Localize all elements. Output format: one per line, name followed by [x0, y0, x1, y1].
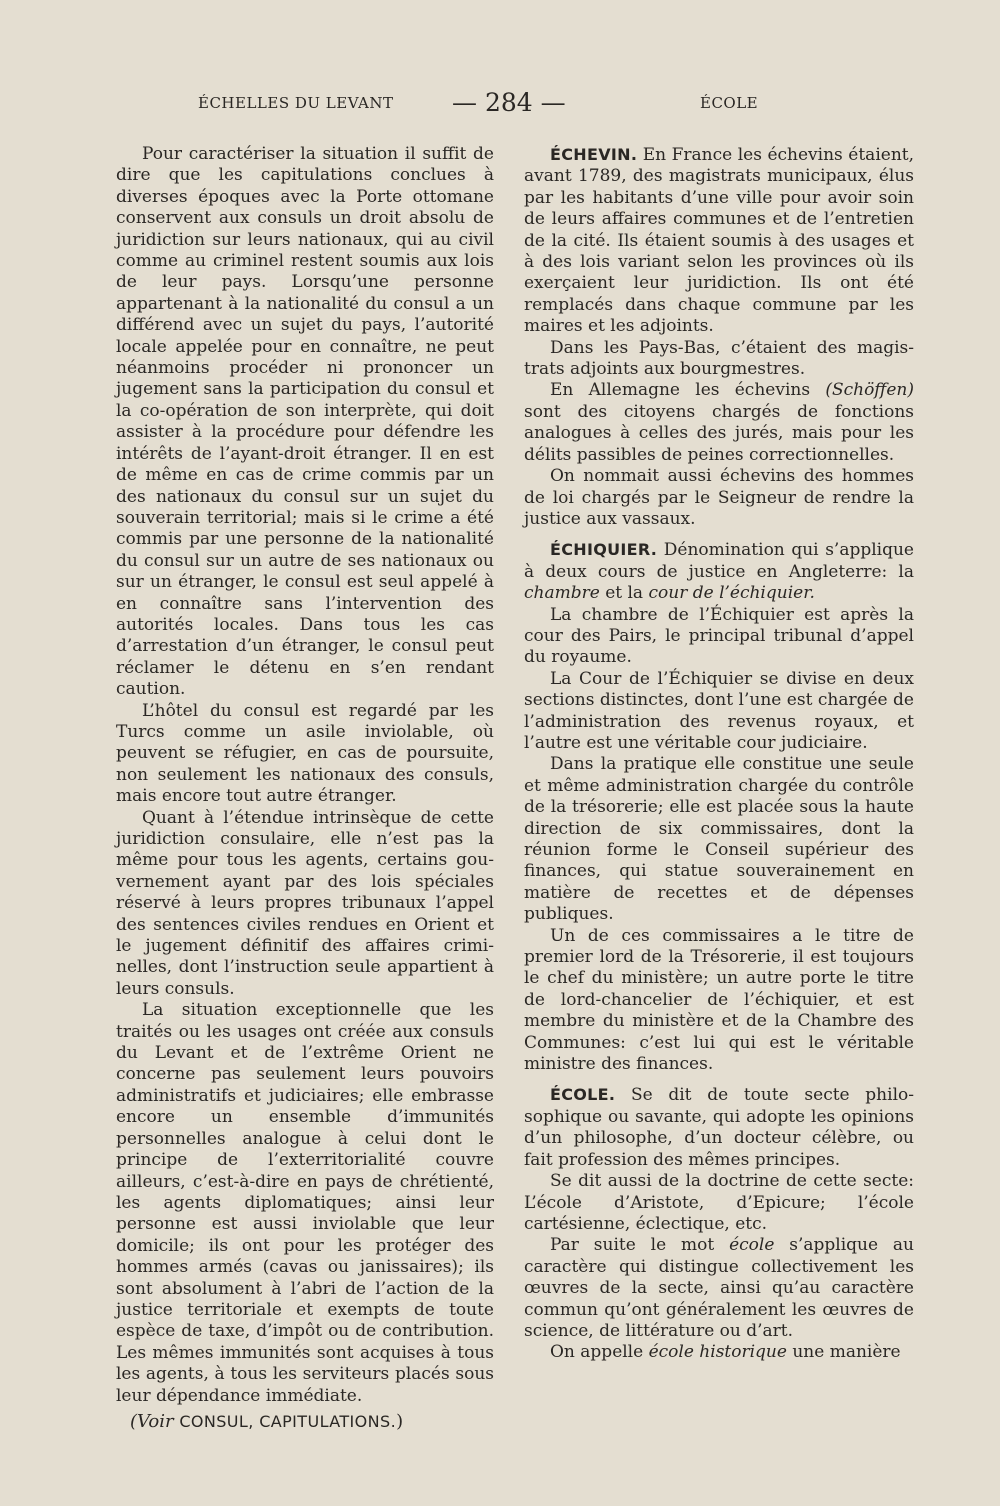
entry-echiquier	[524, 539, 914, 604]
see-also-open: (	[130, 1410, 138, 1432]
paragraph: La Cour de l’Échiquier se divise en deux sections distinctes, dont l’une est chargée de l’administration des revenus royaux, et l’autre est une véritable cour judiciaire.	[524, 668, 914, 753]
paragraph: Un de ces commissaires a le titre de premier lord de la Trésorerie, il est toujours le chef du ministère; un autre porte le titre de lord-chancelier de l’échiquier, et est membre du ministère et de la Chambre des Communes: c’est lui qui est le véritable ministre des finances.	[524, 925, 914, 1075]
headword: ÉCHEVIN.	[550, 145, 638, 164]
left-column	[116, 144, 494, 1432]
see-also-reference	[116, 1411, 494, 1432]
paragraph: La situation exceptionnelle que les traités ou les usages ont créée aux consuls du Levant et de l’extrême Orient ne concerne pas seulement leurs pouvoirs administratifs et judiciaires; elle embrasse encore un ensemble d’immunités personnelles analogue à celui dont le principe de l’exterritorialité couvre ailleurs, c’est-à-dire en pays de chrétienté, les agents diplomatiques; ainsi leur personne est aussi inviolable que leur domicile; ils ont pour les protéger des hommes armés (cavas ou janissaires); ils sont absolument à l’abri de l’action de la justice territoriale et exempts de toute espèce de taxe, d’impôt ou de contribution. Les mêmes immunités sont acquises à tous les agents, à tous les serviteurs placés sous leur dépendance immédiate.	[116, 1000, 494, 1406]
page-number: — 284 —	[452, 88, 566, 117]
paragraph	[524, 1342, 914, 1363]
text-run: Par suite le mot	[550, 1235, 730, 1256]
headword: ÉCOLE.	[550, 1085, 616, 1105]
text-run: On appelle	[550, 1342, 649, 1363]
entry-text: Se dit de toute secte philosophique ou savante, qui adopte les opinions d’un philosophe, d’un docteur célèbre, ou fait profession des mêmes principes.	[524, 1085, 914, 1170]
entry-echevin	[524, 144, 914, 338]
text-run: s’applique au caractère qui distingue collectivement les œuvres de la secte, ainsi qu’au caractère commun qu’ont généralement les œuvres de science, de littérature ou d’art.	[524, 1235, 914, 1341]
running-head-left: ÉCHELLES DU LEVANT	[198, 94, 394, 112]
paragraph	[524, 1235, 914, 1342]
text-run: Dénomination qui s’applique à deux cours de justice en Angleterre: la	[524, 540, 914, 582]
paragraph: Se dit aussi de la doctrine de cette secte: L’école d’Aristote, d’Epicure; l’école cartésienne, éclectique, etc.	[524, 1171, 914, 1234]
paragraph: L’hôtel du consul est regardé par les Turcs comme un asile inviolable, où peuvent se réfugier, en cas de poursuite, non seulement les nationaux des consuls, mais encore tout autre étranger.	[116, 700, 494, 807]
text-run: En Allemagne les échevins	[550, 380, 826, 401]
running-head-right: ÉCOLE	[700, 94, 759, 112]
paragraph: Pour caractériser la situation il suffit de dire que les capitulations conclues à diverses époques avec la Porte ottomane conservent aux consuls un droit absolu de juridiction sur leurs nationaux, qui au civil comme au criminel restent soumis aux lois de leur pays. Lorsqu’une personne appartenant à la nationalité du consul a un différend avec un sujet du pays, l’autorité locale appelée pour en connaître, ne peut néanmoins procéder ni prononcer un jugement sans la participation du consul et la co-opération de son interprète, qui doit assister à la procédure pour défendre les intérêts de l’ayant-droit étranger. Il en est de même en cas de crime commis par un des nationaux du consul sur un sujet du souverain territorial; mais si le crime a été commis par une personne de la nationalité du consul sur un autre de ses nationaux ou sur un étranger, le consul est seul appelé à en connaître sans l’intervention des autorités locales. Dans tous les cas d’arrestation d’un étranger, le consul peut réclamer le détenu en s’en rendant caution.	[116, 144, 494, 700]
entry-ecole	[524, 1084, 914, 1171]
see-also-close: )	[396, 1410, 404, 1432]
see-also-targets: CONSUL, CAPITULATIONS.	[179, 1411, 397, 1431]
running-head	[0, 88, 1000, 122]
paragraph: Dans les Pays-Bas, c’étaient des magistrats adjoints aux bourgmestres.	[524, 337, 914, 380]
italic-term: (Schöffen)	[825, 380, 914, 401]
paragraph: On nommait aussi échevins des hommes de loi chargés par le Seigneur de rendre la justice aux vassaux.	[524, 466, 914, 529]
right-column	[524, 144, 914, 1364]
text-run: sont des citoyens chargés de fonctions analogues à celles des jurés, mais pour les délits passibles de peines correctionnelles.	[524, 401, 914, 465]
paragraph: La chambre de l’Échiquier est après la cour des Pairs, le principal tribunal d’appel du royaume.	[524, 604, 914, 668]
italic-term: cour de l’échiquier.	[648, 583, 815, 604]
paragraph: Dans la pratique elle constitue une seule et même administration chargée du contrôle de la trésorerie; elle est placée sous la haute direction de six commissaires, dont la réunion forme le Conseil supérieur des finances, qui statue souverainement en matière de recettes et de dépenses publiques.	[524, 754, 914, 925]
headword: ÉCHIQUIER.	[550, 540, 658, 560]
italic-term: école historique	[648, 1342, 787, 1363]
entry-text: En France les échevins étaient, avant 1789, des magistrats municipaux, élus par les habitants d’une ville pour avoir soin de leurs affaires communes et de l’entretien de la cité. Ils étaient soumis à des usages et à des lois variant selon les provinces où ils exerçaient leur juridiction. Ils ont été remplacés dans chaque commune par les maires et les adjoints.	[524, 145, 914, 337]
paragraph: Quant à l’étendue intrinsèque de cette juridiction consulaire, elle n’est pas la même pour tous les agents, certains gouvernement ayant par des lois spéciales réservé à leurs propres tribunaux l’appel des sentences civiles rendues en Orient et le jugement définitif des affaires criminelles, dont l’instruction seule appartient à leurs consuls.	[116, 807, 494, 999]
text-run: et la	[599, 583, 649, 604]
paragraph	[524, 380, 914, 466]
text-run: une manière	[786, 1342, 901, 1363]
italic-term: école	[729, 1235, 775, 1256]
see-also-label: Voir	[137, 1410, 174, 1432]
italic-term: chambre	[524, 583, 600, 604]
